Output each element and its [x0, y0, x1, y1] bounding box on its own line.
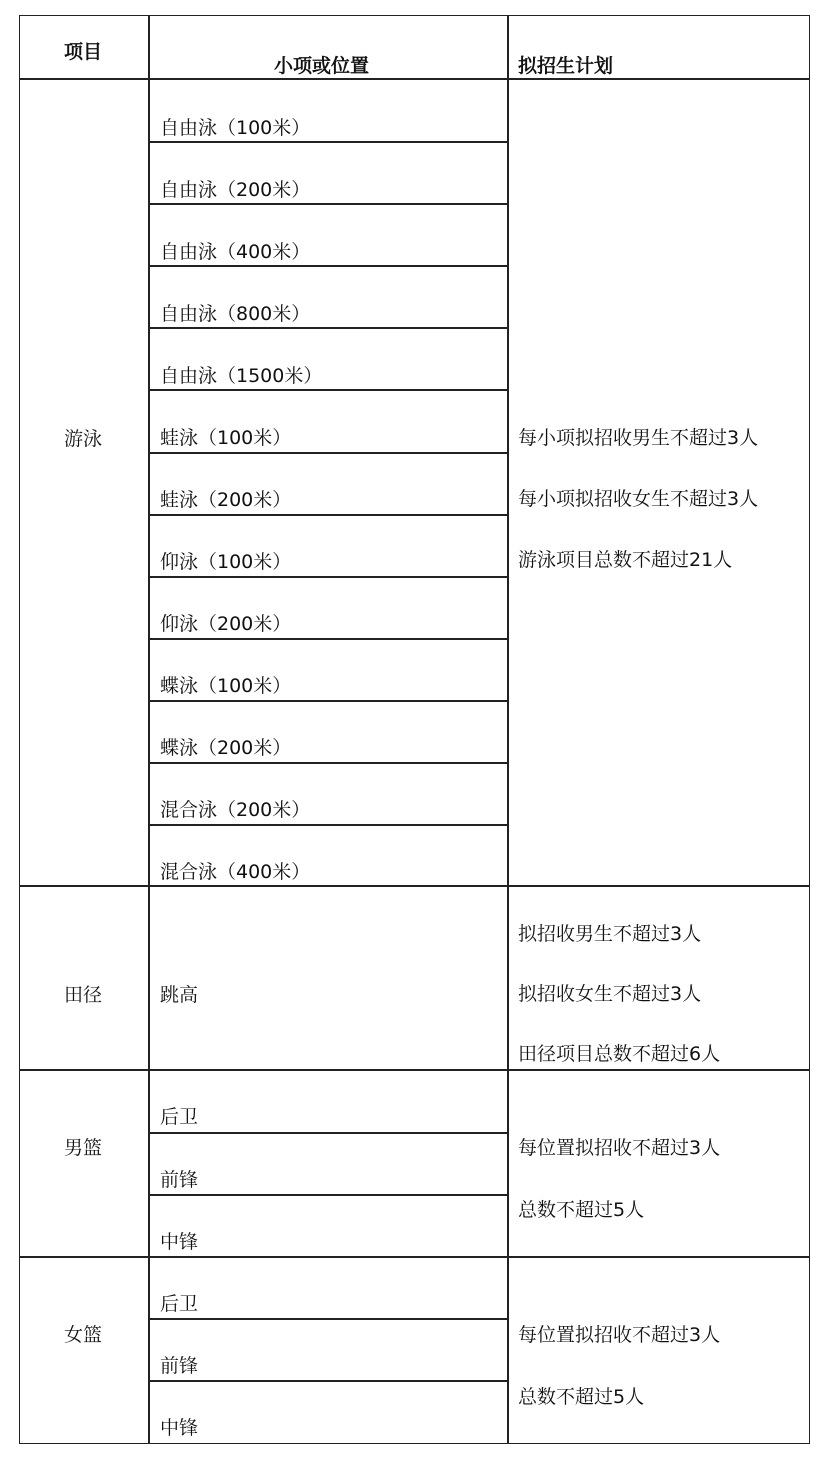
list-item: 蛙泳（100米） [160, 427, 292, 449]
group-divider [20, 1256, 810, 1258]
list-item: 仰泳（200米） [160, 613, 292, 635]
row-divider [149, 1318, 507, 1320]
group-name-womens-basketball: 女篮 [64, 1324, 103, 1346]
header-project: 项目 [64, 41, 103, 63]
list-item: 自由泳（1500米） [160, 365, 323, 387]
row-divider [149, 389, 507, 391]
list-item: 前锋 [160, 1169, 199, 1191]
row-divider [149, 327, 507, 329]
list-item: 自由泳（800米） [160, 303, 311, 325]
list-item: 混合泳（200米） [160, 799, 311, 821]
plan-text: 总数不超过5人 [518, 1386, 645, 1408]
group-divider [20, 885, 810, 887]
plan-text: 游泳项目总数不超过21人 [518, 549, 733, 571]
plan-text: 拟招收男生不超过3人 [518, 923, 702, 945]
row-divider [149, 762, 507, 764]
list-item: 蛙泳（200米） [160, 489, 292, 511]
list-item: 后卫 [160, 1106, 199, 1128]
header-item: 小项或位置 [274, 55, 370, 77]
group-divider [20, 1069, 810, 1071]
row-divider [149, 265, 507, 267]
row-divider [149, 638, 507, 640]
list-item: 中锋 [160, 1231, 199, 1253]
list-item: 自由泳（100米） [160, 117, 311, 139]
row-divider [149, 514, 507, 516]
plan-text: 每小项拟招收男生不超过3人 [518, 427, 759, 449]
plan-text: 拟招收女生不超过3人 [518, 983, 702, 1005]
row-divider [149, 452, 507, 454]
plan-text: 每位置拟招收不超过3人 [518, 1324, 721, 1346]
group-name-track: 田径 [64, 984, 103, 1006]
header-divider [20, 78, 810, 80]
plan-text: 总数不超过5人 [518, 1199, 645, 1221]
group-name-mens-basketball: 男篮 [64, 1137, 103, 1159]
list-item: 中锋 [160, 1417, 199, 1439]
row-divider [149, 1380, 507, 1382]
row-divider [149, 1194, 507, 1196]
list-item: 跳高 [160, 984, 199, 1006]
plan-text: 每小项拟招收女生不超过3人 [518, 488, 759, 510]
plan-text: 每位置拟招收不超过3人 [518, 1137, 721, 1159]
row-divider [149, 141, 507, 143]
group-name-swimming: 游泳 [64, 428, 103, 450]
plan-text: 田径项目总数不超过6人 [518, 1043, 721, 1065]
divider-col1 [148, 16, 150, 1444]
header-plan: 拟招生计划 [518, 55, 614, 77]
list-item: 后卫 [160, 1293, 199, 1315]
row-divider [149, 824, 507, 826]
divider-col2 [507, 16, 509, 1444]
list-item: 自由泳（200米） [160, 179, 311, 201]
list-item: 混合泳（400米） [160, 861, 311, 883]
row-divider [149, 203, 507, 205]
list-item: 蝶泳（200米） [160, 737, 292, 759]
recruitment-table [19, 15, 810, 1444]
row-divider [149, 576, 507, 578]
list-item: 前锋 [160, 1355, 199, 1377]
row-divider [149, 1132, 507, 1134]
list-item: 自由泳（400米） [160, 241, 311, 263]
list-item: 蝶泳（100米） [160, 675, 292, 697]
list-item: 仰泳（100米） [160, 551, 292, 573]
row-divider [149, 700, 507, 702]
